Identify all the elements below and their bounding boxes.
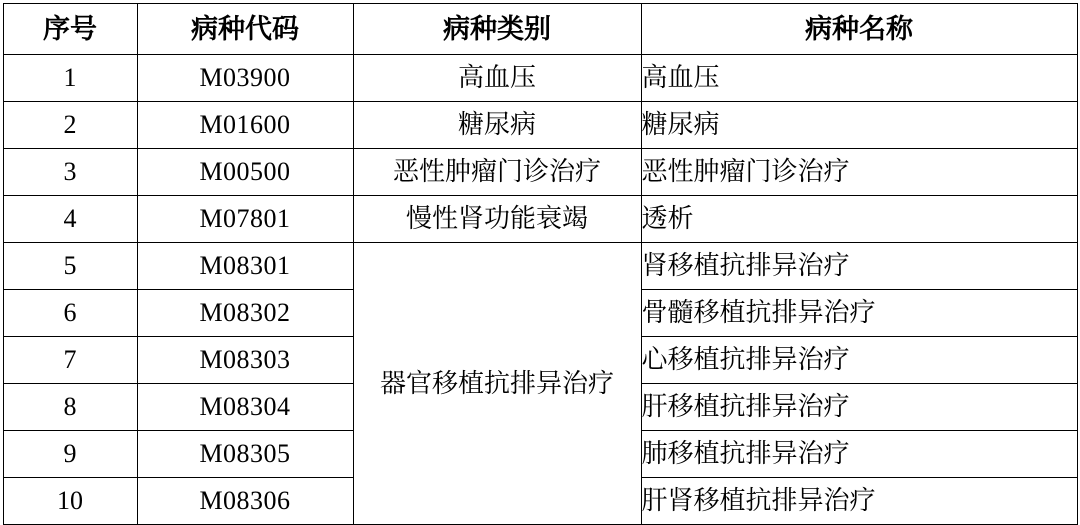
cell-name: 肝移植抗排异治疗 [641, 384, 1077, 431]
cell-code: M08303 [137, 337, 353, 384]
cell-name: 肝肾移植抗排异治疗 [641, 478, 1077, 525]
cell-code: M08304 [137, 384, 353, 431]
cell-index: 1 [3, 55, 137, 102]
table-row [3, 243, 1077, 290]
cell-index: 7 [3, 337, 137, 384]
column-header-code: 病种代码 [137, 4, 353, 55]
table-header-row [3, 4, 1077, 55]
cell-index: 2 [3, 102, 137, 149]
cell-code: M00500 [137, 149, 353, 196]
cell-index: 8 [3, 384, 137, 431]
cell-index: 10 [3, 478, 137, 525]
cell-index: 5 [3, 243, 137, 290]
cell-name: 糖尿病 [641, 102, 1077, 149]
table-row [3, 196, 1077, 243]
column-header-name: 病种名称 [641, 4, 1077, 55]
cell-index: 9 [3, 431, 137, 478]
cell-code: M03900 [137, 55, 353, 102]
disease-catalog-table [3, 3, 1078, 525]
cell-category: 糖尿病 [353, 102, 641, 149]
cell-name: 恶性肿瘤门诊治疗 [641, 149, 1077, 196]
cell-code: M01600 [137, 102, 353, 149]
cell-name: 高血压 [641, 55, 1077, 102]
cell-code: M08302 [137, 290, 353, 337]
cell-index: 4 [3, 196, 137, 243]
cell-category: 慢性肾功能衰竭 [353, 196, 641, 243]
table-row [3, 102, 1077, 149]
cell-code: M07801 [137, 196, 353, 243]
cell-name: 肾移植抗排异治疗 [641, 243, 1077, 290]
cell-category: 高血压 [353, 55, 641, 102]
cell-code: M08301 [137, 243, 353, 290]
cell-category-merged: 器官移植抗排异治疗 [353, 243, 641, 525]
cell-code: M08306 [137, 478, 353, 525]
cell-category: 恶性肿瘤门诊治疗 [353, 149, 641, 196]
cell-name: 透析 [641, 196, 1077, 243]
cell-code: M08305 [137, 431, 353, 478]
table-row [3, 149, 1077, 196]
table-row [3, 55, 1077, 102]
cell-name: 肺移植抗排异治疗 [641, 431, 1077, 478]
cell-name: 心移植抗排异治疗 [641, 337, 1077, 384]
column-header-index: 序号 [3, 4, 137, 55]
cell-name: 骨髓移植抗排异治疗 [641, 290, 1077, 337]
cell-index: 6 [3, 290, 137, 337]
column-header-category: 病种类别 [353, 4, 641, 55]
cell-index: 3 [3, 149, 137, 196]
